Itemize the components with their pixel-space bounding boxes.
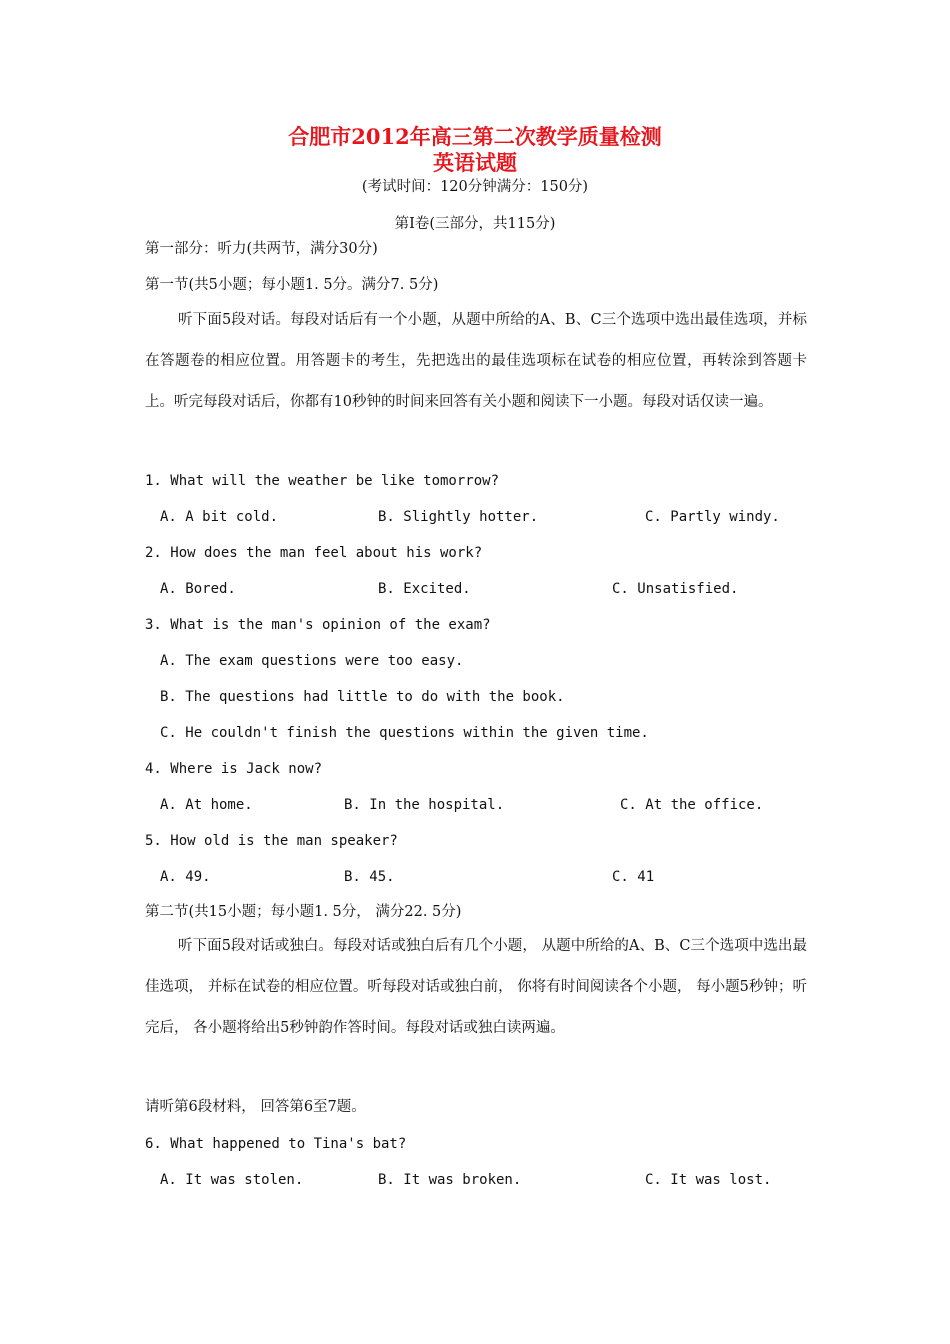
exam-title: 合肥市2012年高三第二次教学质量检测: [288, 124, 662, 149]
question-6-option-b: B. It was broken.: [378, 1172, 522, 1188]
question-3-option-c: C. He couldn't finish the questions within the given time.: [160, 725, 649, 741]
question-2-option-a: A. Bored.: [160, 581, 236, 597]
question-2-option-b: B. Excited.: [378, 581, 471, 597]
question-4-option-b: B. In the hospital.: [344, 797, 505, 813]
question-3-option-b: B. The questions had little to do with the book.: [160, 689, 565, 705]
exam-time-info: (考试时间：120分钟满分：150分): [361, 179, 589, 195]
question-6-option-c: C. It was lost.: [645, 1172, 772, 1188]
question-1-option-c: C. Partly windy.: [645, 509, 780, 525]
volume-heading: 第Ⅰ卷(三部分，共115分): [394, 216, 556, 232]
question-2: 2. How does the man feel about his work?: [145, 545, 483, 561]
exam-subject: 英语试题: [433, 150, 517, 175]
question-1-option-a: A. A bit cold.: [160, 509, 279, 525]
question-1-option-b: B. Slightly hotter.: [378, 509, 539, 525]
question-5: 5. How old is the man speaker?: [145, 833, 398, 849]
question-5-option-b: B. 45.: [344, 869, 395, 885]
question-5-option-a: A. 49.: [160, 869, 211, 885]
part1-heading: 第一部分：听力(共两节，满分30分): [145, 241, 378, 257]
question-3-option-a: A. The exam questions were too easy.: [160, 653, 464, 669]
question-3: 3. What is the man's opinion of the exam?: [145, 617, 491, 633]
question-4-option-c: C. At the office.: [620, 797, 764, 813]
question-4: 4. Where is Jack now?: [145, 761, 323, 777]
section2-instructions: 听下面5段对话或独白。每段对话或独白后有几个小题， 从题中所给的A、B、C三个选项中选出最佳选项， 并标在试卷的相应位置。听每段对话或独白前， 你将有时间阅读各个小题， 每小题5秒钟；听完后， 各小题将给出5秒钟韵作答时间。每段对话或独白读两遍。: [145, 938, 807, 1036]
question-2-option-c: C. Unsatisfied.: [612, 581, 739, 597]
question-6-option-a: A. It was stolen.: [160, 1172, 304, 1188]
section1-heading: 第一节(共5小题；每小题1. 5分。满分7. 5分): [145, 277, 439, 293]
question-1: 1. What will the weather be like tomorrow?: [145, 473, 500, 489]
question-5-option-c: C. 41: [612, 869, 655, 885]
section2-heading: 第二节(共15小题；每小题1. 5分， 满分22. 5分): [145, 904, 462, 920]
material-note: 请听第6段材料， 回答第6至7题。: [145, 1099, 366, 1115]
question-4-option-a: A. At home.: [160, 797, 253, 813]
question-6: 6. What happened to Tina's bat?: [145, 1136, 407, 1152]
section1-instructions: 听下面5段对话。每段对话后有一个小题，从题中所给的A、B、C三个选项中选出最佳选项，并标在答题卷的相应位置。用答题卡的考生，先把选出的最佳选项标在试卷的相应位置，再转涂到答题卡上。听完每段对话后，你都有10秒钟的时间来回答有关小题和阅读下一小题。每段对话仅读一遍。: [145, 312, 807, 410]
